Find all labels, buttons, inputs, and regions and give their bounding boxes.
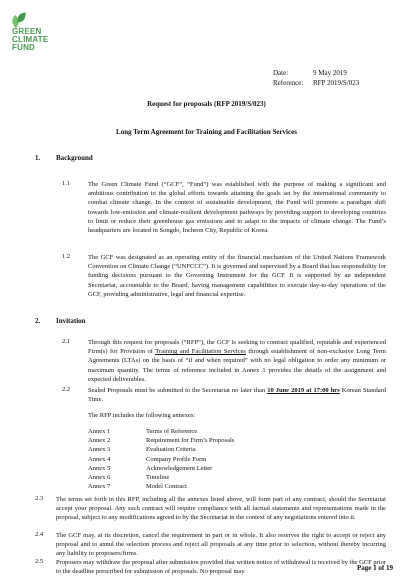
para-2-2: Sealed Proposals must be submitted to the Secretariat no later than 10 June 2019 at 17:00 hrs Korean Standard Time. (88, 387, 386, 404)
gcf-logo (12, 12, 72, 60)
para-2-2-number: 2.2 (62, 386, 71, 393)
reference-label: Reference: (273, 79, 304, 87)
para-2-3-number: 2.3 (35, 495, 44, 502)
date-value: 9 May 2019 (313, 69, 347, 77)
para-2-3: The terms set forth in this RFP, including all the annexes listed above, will form part of any contract, should the Secretariat accept your proposal. Any such contract will require compliance with all factual statements and representations made in the proposal, subject to any modifications agreed to by the Secretariat in the context of any negotiations entered into it. (56, 496, 386, 522)
section-2-number: 2. (35, 317, 41, 325)
para-2-4-number: 2.4 (35, 531, 44, 538)
annex-row: Annex 1 Terms of Reference (88, 428, 198, 435)
section-1-heading: Background (56, 154, 93, 162)
para-2-1-number: 2.1 (62, 338, 71, 345)
annex-list (88, 427, 234, 491)
annex-row: Annex 2 Requirement for Firm’s Proposals (88, 437, 235, 445)
annex-row: Annex 6 Timeline (88, 474, 170, 482)
annex-row: Annex 7 Model Contract (88, 483, 187, 491)
para-1-2: The GCF was designated as an operating entity of the financial mechanism of the United Nations Framework Convention on Climate Change (“UNFCCC”). It is governed and supervised by a Board that has responsibility for funding decisions pursuant to the Governing Instrument for the GCF. It is supported by an independent Secretariat, accountable to the Board, having management capabilities to execute day-to-day operations of the GCF, providing administrative, legal and financial expertise. (88, 254, 386, 298)
logo-line-2: CLIMATE (12, 35, 49, 44)
annex-intro: The RFP includes the following annexes: (88, 412, 196, 419)
leaf-icon (12, 12, 28, 28)
para-1-2-number: 1.2 (62, 253, 71, 260)
date-label: Date: (273, 69, 289, 77)
para-2-5-number: 2.5 (35, 558, 44, 565)
para-2-5: Proposers may withdraw the proposal after submission provided that written notice of withdrawal is received by the GCF prior to the deadline prescribed for submission of proposals. No proposal may (56, 559, 386, 576)
annex-row: Annex 4 Company Profile Form (88, 455, 207, 463)
para-2-4: The GCF may, at its discretion, cancel the requirement in part or in whole. It also reserves the right to accept or reject any proposal and to annul the selection process and reject all proposals at any time prior to selection, without thereby incurring any liability to proposers/firms. (56, 532, 386, 558)
logo-line-3: FUND (12, 43, 36, 52)
annex-row: Annex 5 Acknowledgement Letter (88, 464, 213, 472)
para-1-1: The Green Climate Fund (“GCF”, “Fund”) was established with the purpose of making a significant and ambitious contribution to the global efforts towards attaining the goals set by the international community to combat climate change. In the context of sustainable development, the Fund will promote a paradigm shift towards low-emission and climate-resilient development pathways by providing support to developing countries to limit or reduce their greenhouse gas emissions and to adapt to the impacts of climate change. The Fund’s headquarters are located in Songdo, Incheon City, Republic of Korea. (88, 181, 386, 235)
training-services-link: Training and Facilitation Services (155, 348, 246, 356)
deadline: 10 June 2019 at 17:00 hrs (267, 387, 340, 394)
page-number: Page 1 of 19 (357, 564, 393, 572)
section-2-heading: Invitation (56, 317, 86, 325)
para-2-1: Through this request for proposals (“RFP”), the GCF is seeking to contract qualified, reputable and experienced Firm(s) for Provision of Training and Facilitation Services through establishment of non-exclusive Long Term Agreements (LTAs) on the basis of “if and when required” with no legal obligation to order any minimum or maximum quantity. The terms of reference included in Annex 1 provides the details of the assignment and expected deliverables. (88, 339, 386, 383)
para-1-1-number: 1.1 (62, 180, 71, 187)
annex-row: Annex 3 Evaluation Criteria (88, 446, 196, 454)
logo-line-1: GREEN (12, 27, 42, 36)
document-subtitle: Long Term Agreement for Training and Facilitation Services (116, 128, 297, 136)
reference-value: RFP 2019/S/023 (313, 79, 360, 87)
document-title: Request for proposals (RFP 2019/S/023) (147, 100, 266, 108)
section-1-number: 1. (35, 154, 41, 162)
document-meta (273, 68, 359, 88)
